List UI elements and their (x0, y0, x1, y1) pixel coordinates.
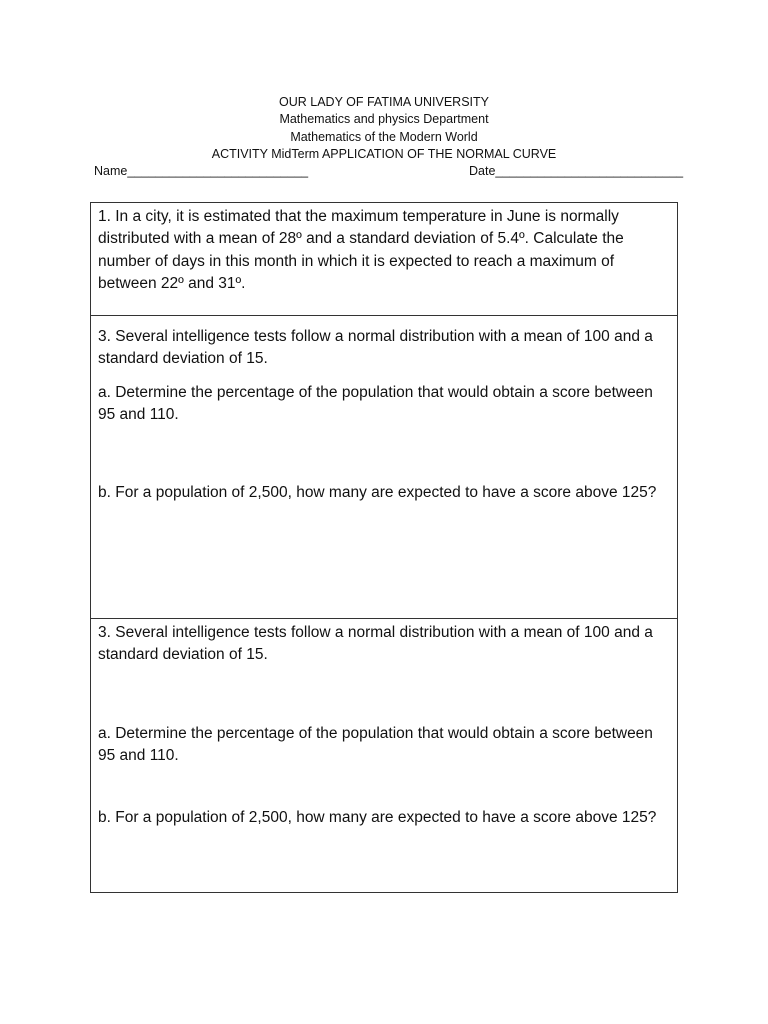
activity-title: ACTIVITY MidTerm APPLICATION OF THE NORMAL CURVE (211, 146, 557, 161)
university-name: OUR LADY OF FATIMA UNIVERSITY (279, 95, 489, 109)
question-3-part-a: a. Determine the percentage of the population that would obtain a score between 95 and 110. (98, 383, 653, 423)
question-3-part-b: b. For a population of 2,500, how many are expected to have a score above 125? (98, 484, 657, 502)
question-cell (91, 315, 677, 618)
name-field: Name__________________________ (94, 164, 309, 178)
course-title: Mathematics of the Modern World (290, 129, 478, 144)
question-3-repeat-part-a: a. Determine the percentage of the population that would obtain a score between 95 and 110. (98, 724, 653, 764)
date-field: Date___________________________ (469, 164, 684, 178)
question-cell (91, 203, 677, 315)
questions-table (90, 202, 678, 893)
department-name: Mathematics and physics Department (279, 112, 489, 127)
question-3-text: 3. Several intelligence tests follow a normal distribution with a mean of 100 and a standard deviation of 15. (98, 328, 653, 368)
question-3-repeat-part-b: b. For a population of 2,500, how many are expected to have a score above 125? (98, 809, 657, 827)
question-3-repeat-text: 3. Several intelligence tests follow a normal distribution with a mean of 100 and a standard deviation of 15. (98, 624, 653, 664)
question-cell (91, 618, 677, 892)
document-header (0, 94, 768, 163)
question-1-text: 1. In a city, it is estimated that the maximum temperature in June is normally distributed with a mean of 28º and a standard deviation of 5.4º. Calculate the number of days in this month in which it is expected to reach a maximum of between 22º and 31º. (98, 208, 624, 292)
